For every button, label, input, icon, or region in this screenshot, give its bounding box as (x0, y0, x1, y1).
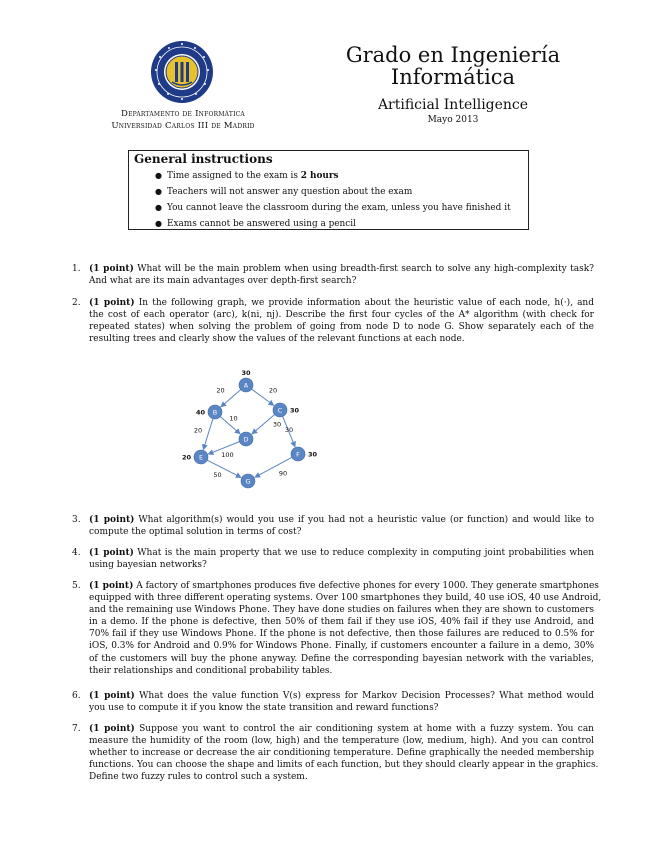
question-2: 2. (1 point) In the following graph, we provide information about the heuristic value of each node, h(·), and the cost of each operator (arc), k(ni, nj). Describe the first four cycles of the A* algorithm (with check for repeated states) when solving the problem of going from node D to node G. Show separately each of the resulting trees and clearly show the values of the relevant functions at each node. (72, 298, 594, 345)
question-number: 2. (72, 298, 81, 308)
node-id-label: F (296, 450, 300, 459)
graph-edge-b-e (203, 419, 213, 450)
edge-cost-label: 20 (216, 386, 225, 395)
question-number: 6. (72, 691, 81, 701)
edge-cost-label: 30 (272, 420, 282, 429)
node-heuristic-label: 30 (308, 450, 318, 459)
edge-cost-label: 90 (278, 469, 288, 478)
degree-title (330, 44, 576, 88)
university-seal-logo (150, 40, 214, 104)
question-points: (1 point) (89, 581, 134, 591)
bullet-icon: ● (155, 171, 162, 180)
university-name: Universidad Carlos III de Madrid (111, 120, 255, 131)
instructions-title: General instructions (134, 152, 273, 166)
question-points: (1 point) (89, 298, 135, 308)
question-points: (1 point) (89, 691, 135, 701)
node-id-label: A (243, 381, 249, 390)
instruction-item: ● You cannot leave the classroom during the exam, unless you have finished it (155, 200, 527, 216)
question-3: 3. (1 point) What algorithm(s) would you use if you had not a heuristic value (or function) and would like to compute the optimal solution in terms of cost? (72, 515, 595, 538)
question-1: 1. (1 point) What will be the main problem when using breadth-first search to solve any high-complexity task? And what are its main advantages over depth-first search? (72, 264, 594, 287)
question-5: 5. (1 point) A factory of smartphones produces five defective phones for every 1000. They generate smartphones equipped with three different operating systems. Over 100 smartphones they build, 40 use iOS, 40 use Android, and the remaining use Windows Phone. They have done studies on failures when they are shown to customers in a demo. If the phone is defective, then 50% of them fail if they use iOS, 40% fail if they use Android, and 70% fail if they use Windows Phone. If the phone is not defective, then those failures are reduced to 0.5% for iOS, 0.3% for Android and 0.9% for Windows Phone. Finally, if customers encounter a failure in a demo, 30% of the customers will buy the phone anyway. Define the corresponding bayesian network with the variables, their relationships and conditional probability tables. (72, 581, 602, 676)
degree-title-line1: Grado en Ingeniería (345, 43, 561, 67)
bullet-icon: ● (155, 219, 162, 228)
node-heuristic-label: 20 (181, 453, 191, 462)
instruction-item: ● Teachers will not answer any question about the exam (155, 184, 527, 200)
question-number: 5. (72, 581, 81, 591)
instructions-list (155, 168, 527, 232)
edge-cost-label: 20 (268, 386, 278, 395)
exam-date: Mayo 2013 (427, 115, 479, 125)
search-graph-figure (170, 365, 330, 495)
department-name: Departamento de Informática (121, 109, 245, 119)
node-id-label: B (212, 408, 218, 417)
edge-cost-label: 30 (284, 426, 294, 434)
question-number: 4. (72, 548, 81, 558)
search-graph-svg (170, 365, 330, 495)
department-block (88, 109, 278, 132)
edge-cost-label: 100 (221, 451, 234, 459)
instruction-item: ● Time assigned to the exam is 2 hours (155, 168, 527, 184)
general-instructions-box (128, 150, 529, 230)
node-id-label: E (198, 453, 204, 462)
question-4: 4. (1 point) What is the main property that we use to reduce complexity in computing joint probabilities when using bayesian networks? (72, 548, 594, 571)
node-heuristic-label: 40 (195, 408, 205, 417)
edge-cost-label: 20 (193, 426, 203, 435)
question-number: 3. (72, 515, 81, 525)
degree-title-line2: Informática (390, 65, 516, 89)
graph-edge-e-g (207, 460, 241, 477)
edge-cost-label: 50 (213, 471, 222, 479)
question-number: 1. (72, 264, 81, 274)
question-points: (1 point) (89, 724, 135, 734)
graph-edge-c-d (252, 415, 275, 434)
course-name: Artificial Intelligence (377, 97, 529, 113)
question-6: 6. (1 point) What does the value function V(s) express for Markov Decision Processes? What method would you use to compute it if you know the state transition and reward functions? (72, 691, 594, 714)
question-7: 7. (1 point) Suppose you want to control the air conditioning system at home with a fuzzy system. You can measure the humidity of the room (low, high) and the temperature (low, medium, high). And you can control whether to increase or decrease the air conditioning temperature. Define graphically the needed membership functions. You can choose the shape and limits of each function, but they should clearly appear in the graphics. Define two fuzzy rules to control such a system. (72, 724, 599, 783)
bullet-icon: ● (155, 187, 162, 196)
question-points: (1 point) (89, 515, 135, 525)
instruction-item: ● Exams cannot be answered using a pencil (155, 216, 527, 232)
node-id-label: G (245, 477, 251, 486)
question-points: (1 point) (89, 548, 134, 558)
node-id-label: C (277, 406, 283, 415)
node-id-label: D (243, 435, 249, 444)
node-heuristic-label: 30 (241, 369, 251, 377)
edge-cost-label: 10 (229, 414, 238, 423)
question-number: 7. (72, 724, 81, 734)
bullet-icon: ● (155, 203, 162, 212)
question-points: (1 point) (89, 264, 134, 274)
node-heuristic-label: 30 (290, 406, 300, 415)
